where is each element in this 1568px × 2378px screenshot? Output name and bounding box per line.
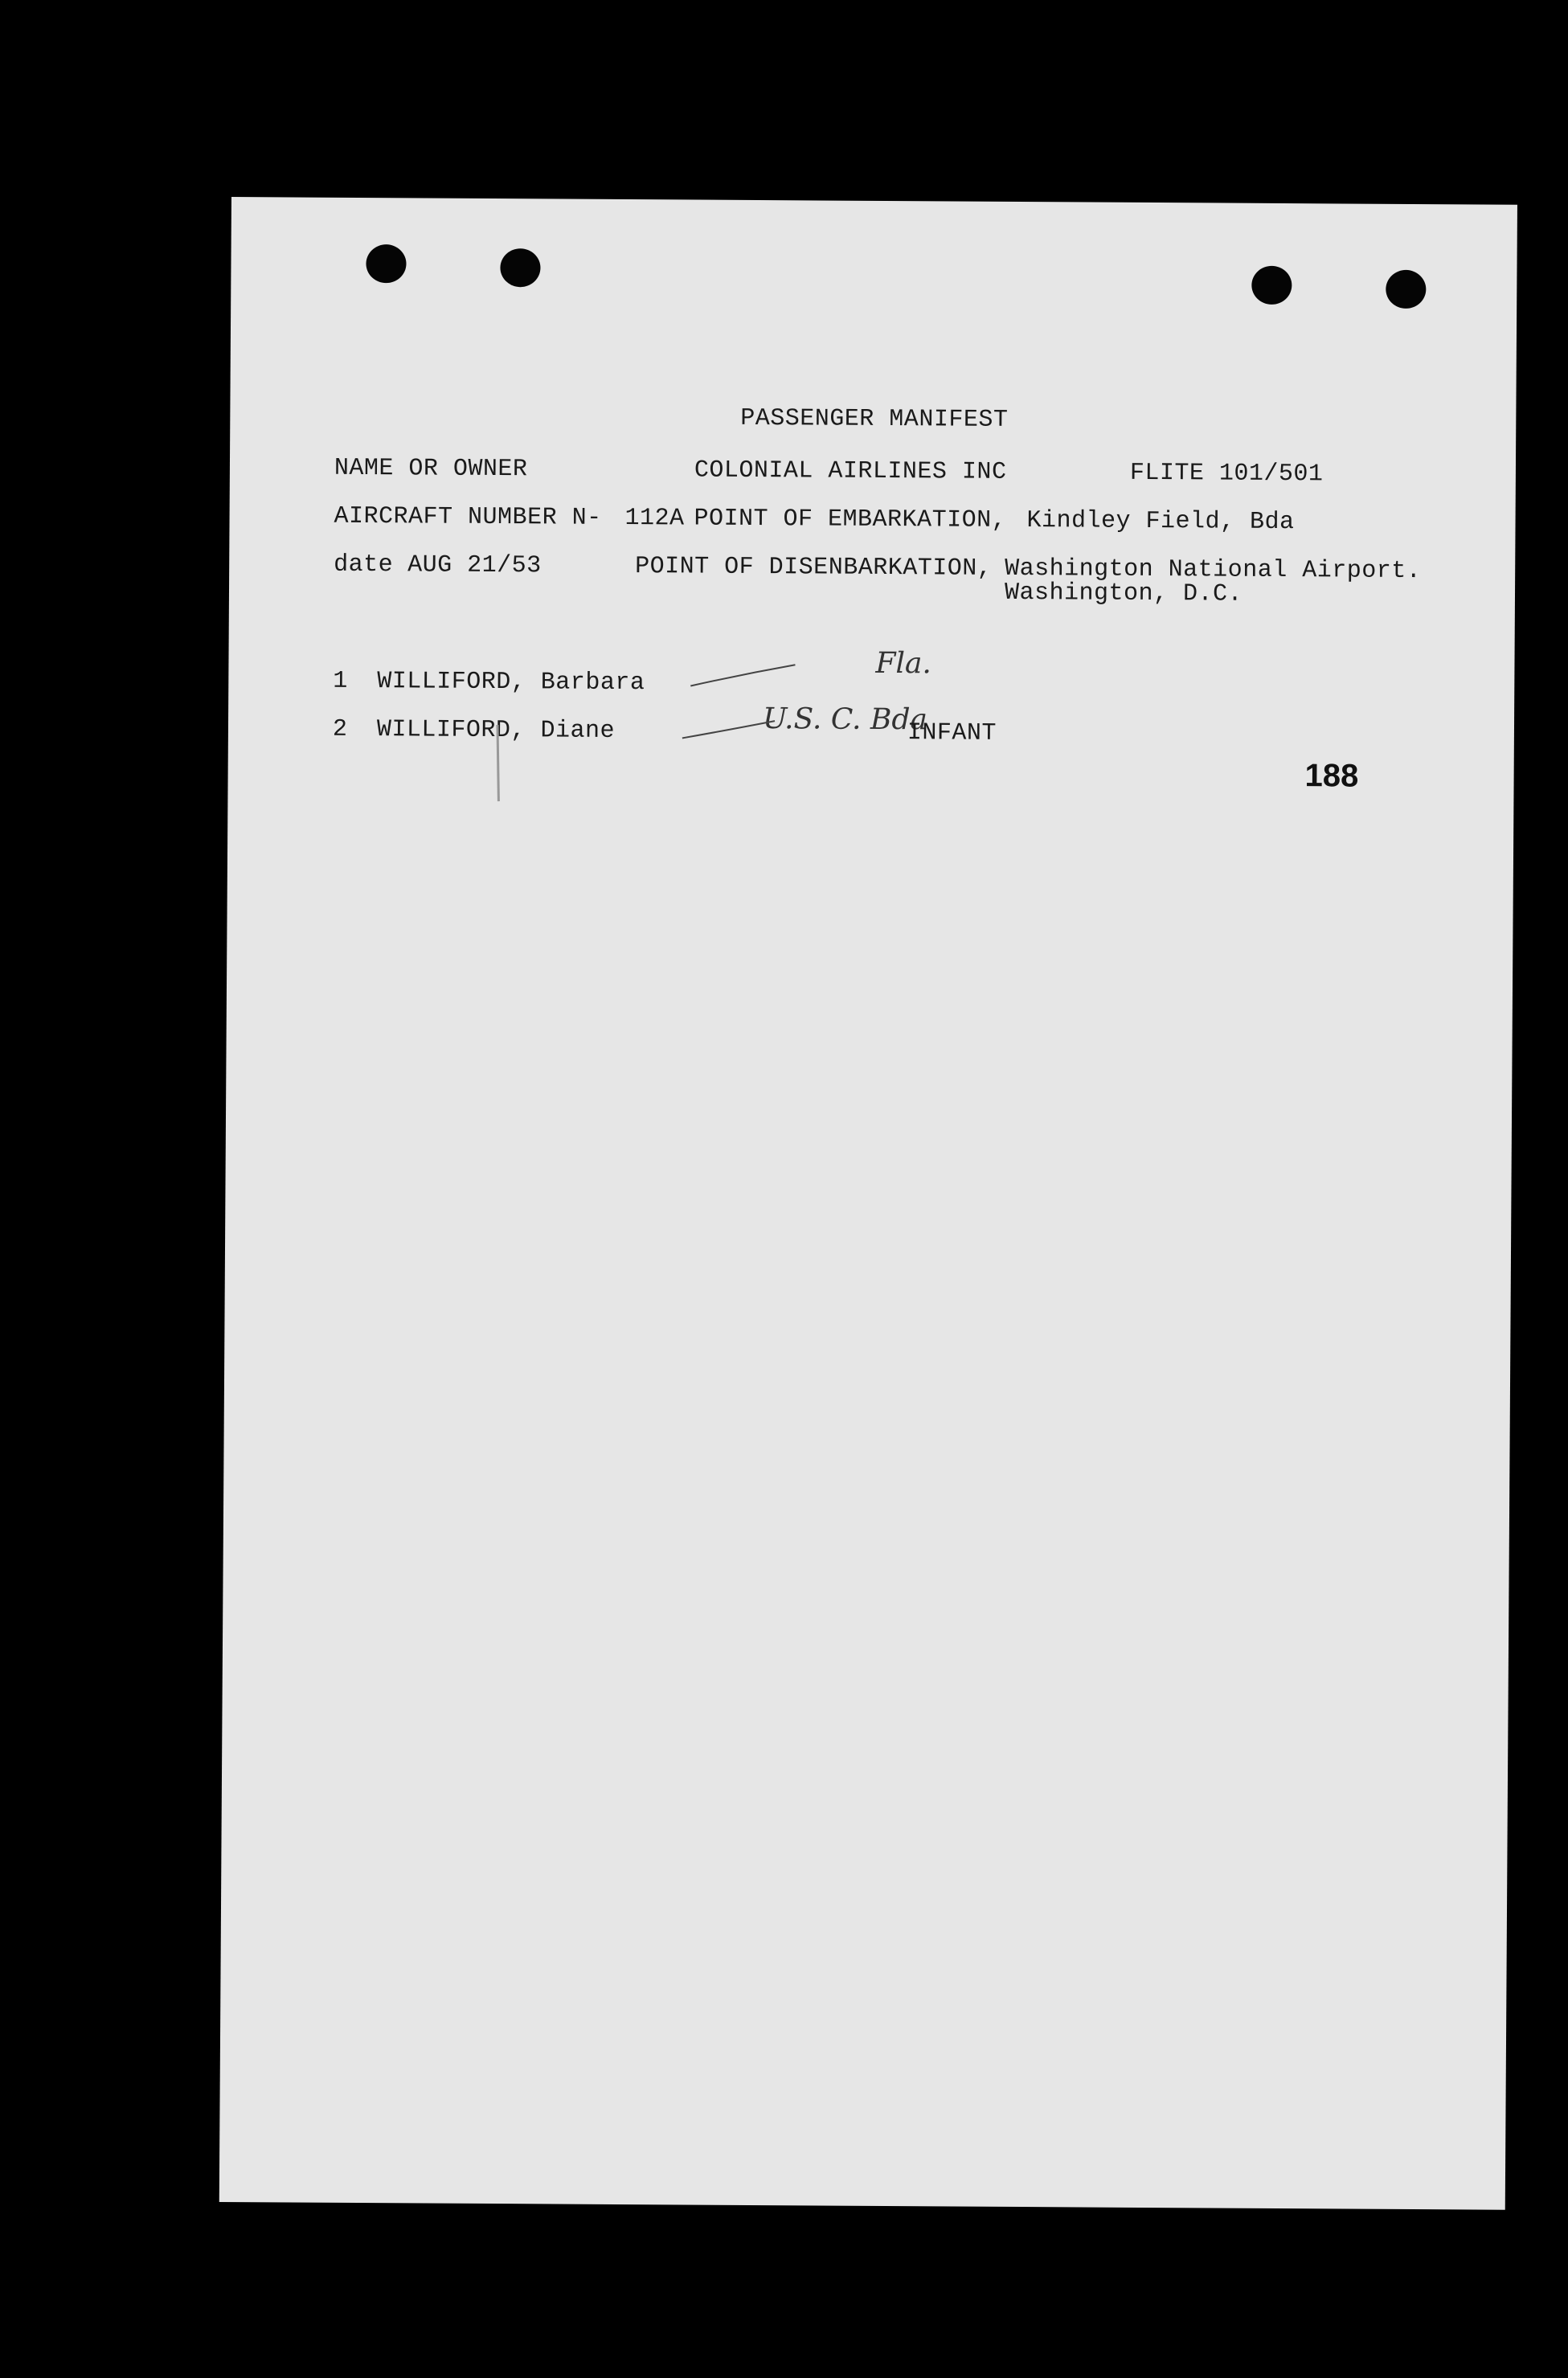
passenger-number: 1 — [333, 667, 348, 695]
passenger-note: INFANT — [907, 719, 997, 747]
passenger-name: WILLIFORD, Diane — [376, 716, 616, 745]
date-label: date — [334, 551, 394, 579]
manifest-title: PASSENGER MANIFEST — [740, 404, 1009, 434]
aircraft-number: 112A — [624, 504, 685, 533]
handwritten-entry: Fla. — [875, 646, 931, 681]
owner-label: NAME OR OWNER — [334, 454, 528, 484]
embarkation-value: Kindley Field, Bda — [1026, 507, 1295, 537]
owner-value: COLONIAL AIRLINES INC — [694, 456, 1007, 486]
disembarkation-line2: Washington, D.C. — [1004, 579, 1243, 608]
page-number: 188 — [1304, 758, 1359, 794]
passenger-name: WILLIFORD, Barbara — [377, 668, 645, 698]
flight-number: FLITE 101/501 — [1129, 459, 1324, 489]
pen-strokes — [227, 197, 1517, 928]
passenger-number: 2 — [332, 715, 348, 743]
disembarkation-label: POINT OF DISENBARKATION, — [635, 553, 993, 583]
disembarkation-line1: Washington National Airport. — [1005, 555, 1422, 586]
manifest-page — [219, 197, 1517, 2210]
embarkation-label: POINT OF EMBARKATION, — [694, 505, 1007, 534]
date-value: AUG 21/53 — [407, 551, 542, 580]
aircraft-label: AIRCRAFT NUMBER N- — [334, 502, 602, 532]
handwritten-entry: U.S. C. Bda — [762, 702, 928, 737]
